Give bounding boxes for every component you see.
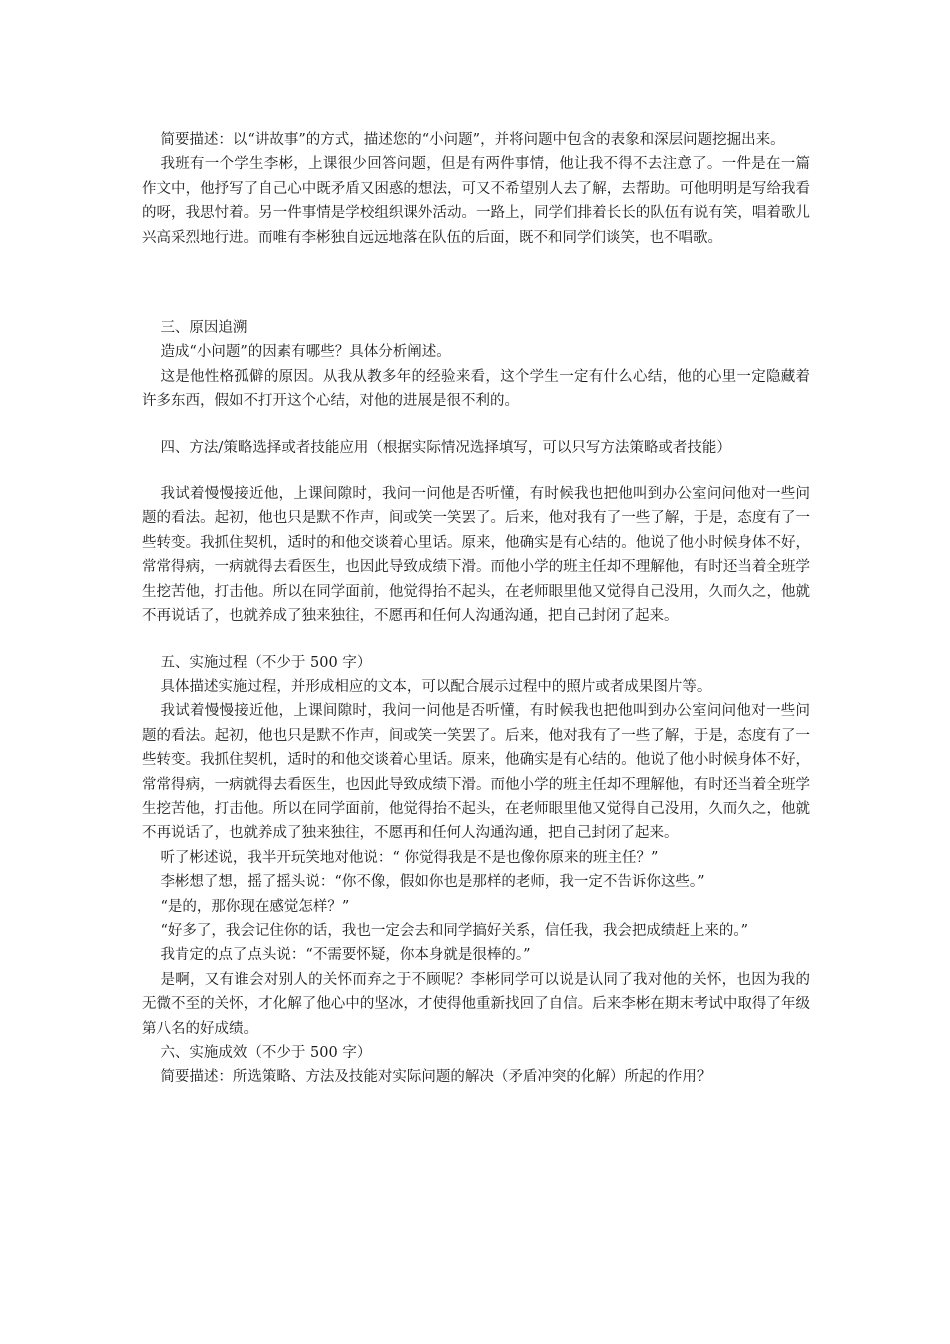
section-3-analysis: 这是他性格孤僻的原因。从我从教多年的经验来看，这个学生一定有什么心结，他的心里一定隐藏着许多东西，假如不打开这个心结，对他的进展是很不利的。 [142, 368, 810, 410]
section-5-dialogue-5: 我肯定的点了点头说：“不需要怀疑，你本身就是很棒的。” [160, 947, 531, 964]
section-5-dialogue-1: 听了彬述说，我半开玩笑地对他说：“ 你觉得我是不是也像你原来的班主任？” [160, 849, 659, 866]
section-2-description: 简要描述：以“讲故事”的方式，描述您的“小问题”，并将问题中包含的表象和深层问题挖掘出来。 [160, 132, 785, 148]
section-4-method: 我试着慢慢接近他，上课间隙时，我问一问他是否听懂，有时候我也把他叫到办公室问问他对一些问题的看法。起初，他也只是默不作声，间或笑一笑罢了。后来，他对我有了一些了解，于是，态度有了一些转变。我抓住契机，适时的和他交谈着心里话。原来，他确实是有心结的。他说了他小时候身体不好，常常得病，一病就得去看医生，也因此导致成绩下滑。而他小学的班主任却不理解他，有时还当着全班学生挖苦他，打击他。所以在同学面前，他觉得抬不起头，在老师眼里他又觉得自己没用，久而久之，他就不再说话了，也就养成了独来独往，不愿再和任何人沟通沟通，把自己封闭了起来。 [142, 486, 810, 625]
section-5-title: 五、实施过程（不少于 500 字） [160, 654, 372, 671]
section-3-prompt: 造成“小问题”的因素有哪些？具体分析阐述。 [160, 344, 451, 361]
section-6-title: 六、实施成效（不少于 500 字） [160, 1045, 372, 1061]
section-3-title: 三、原因追溯 [160, 320, 248, 337]
section-5-dialogue-3: “是的，那你现在感觉怎样？” [160, 898, 350, 915]
section-5-prompt: 具体描述实施过程，并形成相应的文本，可以配合展示过程中的照片或者成果图片等。 [160, 678, 712, 695]
section-6-prompt: 简要描述：所选策略、方法及技能对实际问题的解决（矛盾冲突的化解）所起的作用？ [160, 1069, 712, 1086]
section-2-story: 我班有一个学生李彬，上课很少回答问题，但是有两件事情，他让我不得不去注意了。一件是在一篇作文中，他抒写了自己心中既矛盾又困惑的想法，可又不希望别人去了解，去帮助。可他明明是写给我看的呀，我思忖着。另一件事情是学校组织课外活动。一路上，同学们排着长长的队伍有说有笑，唱着歌儿兴高采烈地行进。而唯有李彬独自远远地落在队伍的后面，既不和同学们谈笑，也不唱歌。 [142, 156, 810, 246]
section-5-dialogue-4: “好多了，我会记住你的话，我也一定会去和同学搞好关系，信任我，我会把成绩赶上来的。” [160, 922, 749, 939]
section-4-title: 四、方法/策略选择或者技能应用（根据实际情况选择填写，可以只写方法策略或者技能） [160, 439, 731, 456]
section-5-process: 我试着慢慢接近他，上课间隙时，我问一问他是否听懂，有时候我也把他叫到办公室问问他对一些问题的看法。起初，他也只是默不作声，间或笑一笑罢了。后来，他对我有了一些了解，于是，态度有了一些转变。我抓住契机，适时的和他交谈着心里话。原来，他确实是有心结的。他说了他小时候身体不好，常常得病，一病就得去看医生，也因此导致成绩下滑。而他小学的班主任却不理解他，有时还当着全班学生挖苦他，打击他。所以在同学面前，他觉得抬不起头，在老师眼里他又觉得自己没用，久而久之，他就不再说话了，也就养成了独来独往，不愿再和任何人沟通沟通，把自己封闭了起来。 [142, 703, 810, 842]
section-5-conclusion: 是啊，又有谁会对别人的关怀而弃之于不顾呢？李彬同学可以说是认同了我对他的关怀，也因为我的无微不至的关怀，才化解了他心中的坚冰，才使得他重新找回了自信。后来李彬在期末考试中取得了年级第八名的好成绩。 [142, 971, 810, 1037]
document-page [142, 128, 810, 1090]
section-5-dialogue-2: 李彬想了想，摇了摇头说：“你不像，假如你也是那样的老师，我一定不告诉你这些。” [160, 874, 705, 891]
